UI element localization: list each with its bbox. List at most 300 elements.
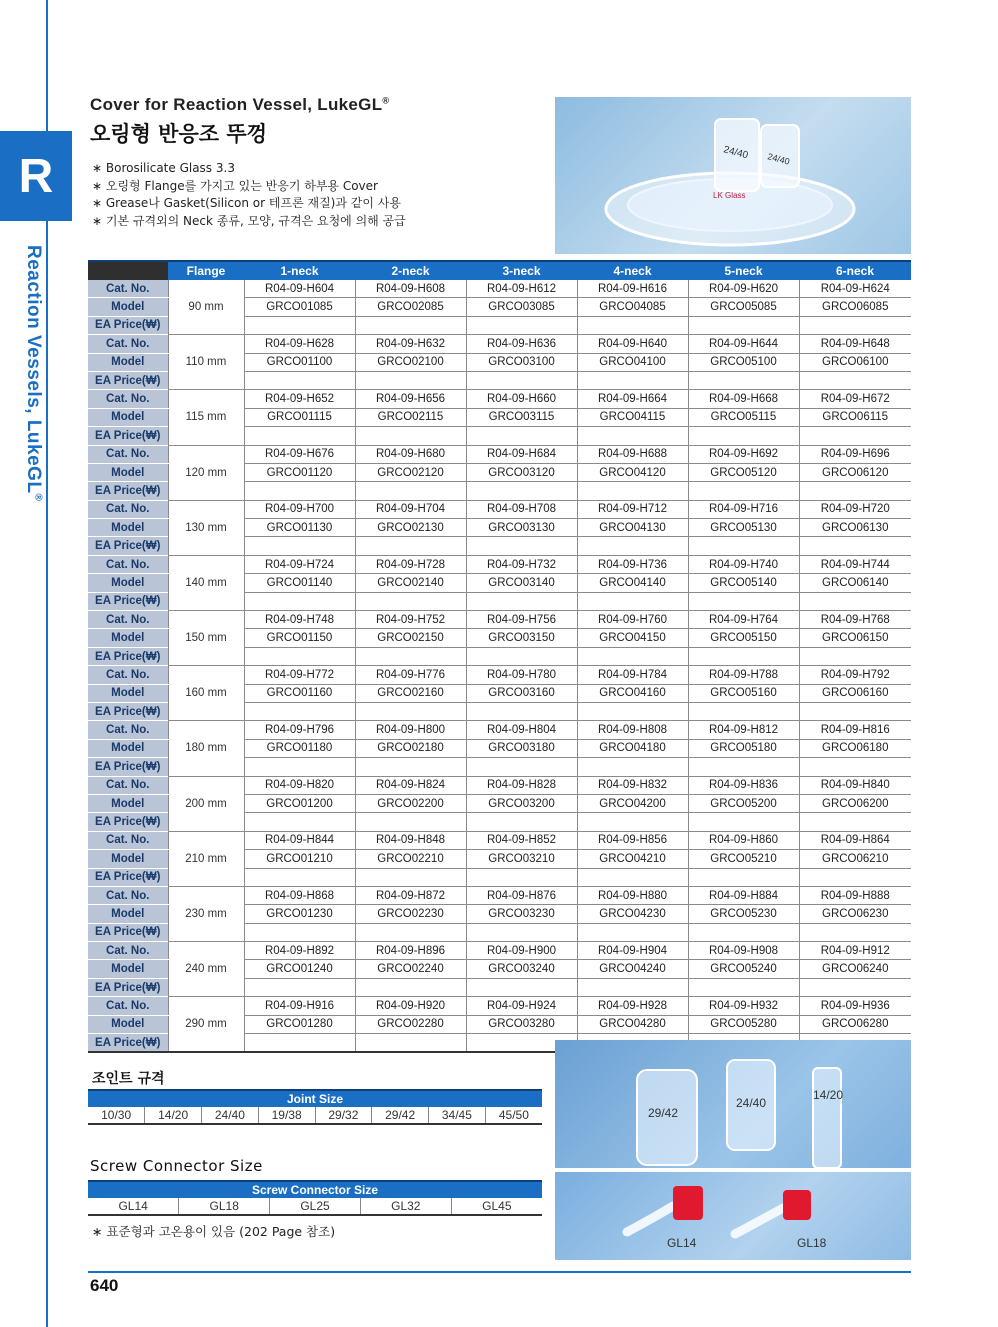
cat-no-cell: R04-09-H712 <box>577 500 688 518</box>
joint-size-cell: 34/45 <box>429 1107 486 1124</box>
table-row <box>88 445 911 463</box>
screw-size-cell: GL45 <box>451 1198 542 1215</box>
cat-no-cell: R04-09-H800 <box>355 721 466 739</box>
cat-no-cell: R04-09-H880 <box>577 886 688 904</box>
cat-no-cell: R04-09-H804 <box>466 721 577 739</box>
model-cell: GRCO04280 <box>577 1015 688 1033</box>
model-cell: GRCO05115 <box>688 408 799 426</box>
row-label-model: Model <box>88 850 168 868</box>
joint-size-cell: 45/50 <box>485 1107 542 1124</box>
model-cell: GRCO01160 <box>244 684 355 702</box>
price-cell <box>244 868 355 886</box>
cat-no-cell: R04-09-H628 <box>244 335 355 353</box>
cat-no-cell: R04-09-H756 <box>466 611 577 629</box>
price-cell <box>466 758 577 776</box>
model-cell: GRCO03150 <box>466 629 577 647</box>
screw-connector-photo <box>555 1172 911 1260</box>
joint-photo-label: 29/42 <box>648 1106 679 1120</box>
price-cell <box>799 537 911 555</box>
model-cell: GRCO01230 <box>244 905 355 923</box>
cat-no-cell: R04-09-H736 <box>577 555 688 573</box>
model-cell: GRCO05085 <box>688 298 799 316</box>
neck-label-small: 24/40 <box>766 151 791 167</box>
price-cell <box>577 978 688 996</box>
row-label-cat: Cat. No. <box>88 390 168 408</box>
flange-cell: 230 mm <box>168 886 244 941</box>
cat-no-cell: R04-09-H760 <box>577 611 688 629</box>
joint-size-cell: 14/20 <box>145 1107 202 1124</box>
price-cell <box>688 813 799 831</box>
cat-no-cell: R04-09-H660 <box>466 390 577 408</box>
row-label-cat: Cat. No. <box>88 942 168 960</box>
footnote: ∗ 표준형과 고온용이 있음 (202 Page 참조) <box>92 1224 336 1239</box>
price-cell <box>244 978 355 996</box>
model-cell: GRCO05240 <box>688 960 799 978</box>
price-cell <box>799 316 911 334</box>
model-cell: GRCO03130 <box>466 519 577 537</box>
price-cell <box>799 371 911 389</box>
cat-no-cell: R04-09-H680 <box>355 445 466 463</box>
model-cell: GRCO01120 <box>244 463 355 481</box>
row-label-price: EA Price(₩) <box>88 702 168 720</box>
cat-no-cell: R04-09-H928 <box>577 997 688 1015</box>
table-row <box>88 335 911 353</box>
cat-no-cell: R04-09-H732 <box>466 555 577 573</box>
cat-no-cell: R04-09-H740 <box>688 555 799 573</box>
cat-no-cell: R04-09-H648 <box>799 335 911 353</box>
model-cell: GRCO02180 <box>355 739 466 757</box>
cat-no-cell: R04-09-H844 <box>244 831 355 849</box>
model-cell: GRCO02240 <box>355 960 466 978</box>
flange-cell: 110 mm <box>168 335 244 390</box>
joint-photo-label: 24/40 <box>736 1096 767 1110</box>
row-label-model: Model <box>88 684 168 702</box>
header-3-neck: 3-neck <box>466 261 577 280</box>
cat-no-cell: R04-09-H724 <box>244 555 355 573</box>
model-cell: GRCO01130 <box>244 519 355 537</box>
price-cell <box>466 702 577 720</box>
price-cell <box>244 1034 355 1053</box>
cat-no-cell: R04-09-H672 <box>799 390 911 408</box>
table-body <box>88 280 911 1052</box>
cat-no-cell: R04-09-H816 <box>799 721 911 739</box>
table-row <box>88 611 911 629</box>
cat-no-cell: R04-09-H840 <box>799 776 911 794</box>
price-cell <box>688 978 799 996</box>
header-flange: Flange <box>168 261 244 280</box>
model-cell: GRCO02160 <box>355 684 466 702</box>
price-cell <box>244 482 355 500</box>
cat-no-cell: R04-09-H644 <box>688 335 799 353</box>
row-label-model: Model <box>88 629 168 647</box>
cat-no-cell: R04-09-H748 <box>244 611 355 629</box>
joint-photo <box>555 1040 911 1168</box>
model-cell: GRCO05100 <box>688 353 799 371</box>
cat-no-cell: R04-09-H828 <box>466 776 577 794</box>
price-cell <box>466 647 577 665</box>
price-cell <box>577 923 688 941</box>
price-cell <box>799 923 911 941</box>
product-photo-cover <box>555 97 911 254</box>
feature-item: ∗ Borosilicate Glass 3.3 <box>92 160 406 178</box>
screw-photo-label: GL18 <box>797 1236 827 1250</box>
price-cell <box>688 371 799 389</box>
joint-size-table <box>88 1089 542 1125</box>
feature-list <box>92 160 406 230</box>
row-label-cat: Cat. No. <box>88 831 168 849</box>
page-number: 640 <box>90 1276 119 1295</box>
price-cell <box>577 482 688 500</box>
model-cell: GRCO03115 <box>466 408 577 426</box>
price-cell <box>244 923 355 941</box>
cat-no-cell: R04-09-H684 <box>466 445 577 463</box>
row-label-price: EA Price(₩) <box>88 868 168 886</box>
model-cell: GRCO05120 <box>688 463 799 481</box>
model-cell: GRCO06240 <box>799 960 911 978</box>
price-cell <box>577 647 688 665</box>
model-cell: GRCO01210 <box>244 850 355 868</box>
price-cell <box>355 371 466 389</box>
cat-no-cell: R04-09-H700 <box>244 500 355 518</box>
cat-no-cell: R04-09-H744 <box>799 555 911 573</box>
price-cell <box>355 482 466 500</box>
model-cell: GRCO04150 <box>577 629 688 647</box>
table-header-row <box>88 261 911 280</box>
screw-size-cell: GL32 <box>360 1198 451 1215</box>
cat-no-cell: R04-09-H616 <box>577 280 688 298</box>
screw-connector-row <box>88 1198 542 1215</box>
price-cell <box>466 923 577 941</box>
model-cell: GRCO01085 <box>244 298 355 316</box>
joint-size-cell: 19/38 <box>258 1107 315 1124</box>
cat-no-cell: R04-09-H612 <box>466 280 577 298</box>
cat-no-cell: R04-09-H904 <box>577 942 688 960</box>
model-cell: GRCO05180 <box>688 739 799 757</box>
price-cell <box>355 647 466 665</box>
row-label-model: Model <box>88 463 168 481</box>
section-tab <box>0 131 72 221</box>
row-label-price: EA Price(₩) <box>88 758 168 776</box>
product-table <box>88 260 911 1053</box>
row-label-price: EA Price(₩) <box>88 923 168 941</box>
cat-no-cell: R04-09-H768 <box>799 611 911 629</box>
model-cell: GRCO01115 <box>244 408 355 426</box>
model-cell: GRCO06280 <box>799 1015 911 1033</box>
flange-cell: 140 mm <box>168 555 244 610</box>
flange-cell: 160 mm <box>168 666 244 721</box>
row-label-cat: Cat. No. <box>88 997 168 1015</box>
model-cell: GRCO06160 <box>799 684 911 702</box>
table-row <box>88 942 911 960</box>
cat-no-cell: R04-09-H812 <box>688 721 799 739</box>
cat-no-cell: R04-09-H720 <box>799 500 911 518</box>
model-cell: GRCO06180 <box>799 739 911 757</box>
price-cell <box>688 647 799 665</box>
price-cell <box>577 758 688 776</box>
cat-no-cell: R04-09-H892 <box>244 942 355 960</box>
model-cell: GRCO06115 <box>799 408 911 426</box>
reaction-cover-illustration <box>555 97 911 254</box>
price-cell <box>355 702 466 720</box>
screw-photo-label: GL14 <box>667 1236 697 1250</box>
model-cell: GRCO04210 <box>577 850 688 868</box>
feature-item: ∗ 오링형 Flange를 가지고 있는 반응기 하부용 Cover <box>92 178 406 196</box>
joint-size-cell: 10/30 <box>88 1107 145 1124</box>
model-cell: GRCO01200 <box>244 794 355 812</box>
cat-no-cell: R04-09-H668 <box>688 390 799 408</box>
flange-cell: 200 mm <box>168 776 244 831</box>
row-label-model: Model <box>88 408 168 426</box>
cat-no-cell: R04-09-H920 <box>355 997 466 1015</box>
row-label-cat: Cat. No. <box>88 886 168 904</box>
price-cell <box>577 813 688 831</box>
price-cell <box>244 592 355 610</box>
cat-no-cell: R04-09-H708 <box>466 500 577 518</box>
model-cell: GRCO01150 <box>244 629 355 647</box>
row-label-price: EA Price(₩) <box>88 647 168 665</box>
cat-no-cell: R04-09-H608 <box>355 280 466 298</box>
model-cell: GRCO04180 <box>577 739 688 757</box>
cat-no-cell: R04-09-H884 <box>688 886 799 904</box>
row-label-cat: Cat. No. <box>88 611 168 629</box>
table-row <box>88 721 911 739</box>
screw-connector-header: Screw Connector Size <box>88 1181 542 1198</box>
model-cell: GRCO06085 <box>799 298 911 316</box>
price-cell <box>799 427 911 445</box>
price-cell <box>577 868 688 886</box>
cat-no-cell: R04-09-H688 <box>577 445 688 463</box>
cat-no-cell: R04-09-H636 <box>466 335 577 353</box>
price-cell <box>688 592 799 610</box>
side-title <box>8 245 48 535</box>
model-cell: GRCO06120 <box>799 463 911 481</box>
model-cell: GRCO02150 <box>355 629 466 647</box>
flange-cell: 210 mm <box>168 831 244 886</box>
row-label-model: Model <box>88 960 168 978</box>
cat-no-cell: R04-09-H868 <box>244 886 355 904</box>
model-cell: GRCO04115 <box>577 408 688 426</box>
screw-size-cell: GL25 <box>270 1198 361 1215</box>
table-row <box>88 280 911 298</box>
model-cell: GRCO05280 <box>688 1015 799 1033</box>
price-cell <box>799 482 911 500</box>
row-label-cat: Cat. No. <box>88 445 168 463</box>
section-tab-letter: R <box>18 149 54 203</box>
row-label-price: EA Price(₩) <box>88 427 168 445</box>
price-cell <box>688 482 799 500</box>
cat-no-cell: R04-09-H696 <box>799 445 911 463</box>
model-cell: GRCO04200 <box>577 794 688 812</box>
price-cell <box>355 813 466 831</box>
joint-size-row <box>88 1107 542 1124</box>
row-label-cat: Cat. No. <box>88 555 168 573</box>
price-cell <box>355 978 466 996</box>
header-6-neck: 6-neck <box>799 261 911 280</box>
row-label-price: EA Price(₩) <box>88 371 168 389</box>
cat-no-cell: R04-09-H716 <box>688 500 799 518</box>
cat-no-cell: R04-09-H776 <box>355 666 466 684</box>
table-row <box>88 997 911 1015</box>
model-cell: GRCO05160 <box>688 684 799 702</box>
page-title-en-text: Cover for Reaction Vessel, LukeGL <box>90 95 383 114</box>
model-cell: GRCO06200 <box>799 794 911 812</box>
model-cell: GRCO03100 <box>466 353 577 371</box>
flange-cell: 180 mm <box>168 721 244 776</box>
cat-no-cell: R04-09-H872 <box>355 886 466 904</box>
cat-no-cell: R04-09-H640 <box>577 335 688 353</box>
model-cell: GRCO06140 <box>799 574 911 592</box>
cat-no-cell: R04-09-H764 <box>688 611 799 629</box>
price-cell <box>799 592 911 610</box>
row-label-price: EA Price(₩) <box>88 1034 168 1053</box>
model-cell: GRCO06210 <box>799 850 911 868</box>
price-cell <box>466 592 577 610</box>
model-cell: GRCO01140 <box>244 574 355 592</box>
price-cell <box>355 758 466 776</box>
price-cell <box>244 537 355 555</box>
cat-no-cell: R04-09-H780 <box>466 666 577 684</box>
price-cell <box>244 427 355 445</box>
row-label-price: EA Price(₩) <box>88 316 168 334</box>
row-label-model: Model <box>88 739 168 757</box>
cat-no-cell: R04-09-H632 <box>355 335 466 353</box>
table-row <box>88 776 911 794</box>
table-row <box>88 500 911 518</box>
price-cell <box>355 316 466 334</box>
side-title-text: Reaction Vessels, LukeGL <box>23 245 44 494</box>
model-cell: GRCO02115 <box>355 408 466 426</box>
cat-no-cell: R04-09-H604 <box>244 280 355 298</box>
model-cell: GRCO03200 <box>466 794 577 812</box>
price-cell <box>244 758 355 776</box>
price-cell <box>244 316 355 334</box>
row-label-cat: Cat. No. <box>88 335 168 353</box>
cat-no-cell: R04-09-H848 <box>355 831 466 849</box>
cat-no-cell: R04-09-H832 <box>577 776 688 794</box>
price-cell <box>577 592 688 610</box>
row-label-cat: Cat. No. <box>88 721 168 739</box>
price-cell <box>688 427 799 445</box>
model-cell: GRCO02085 <box>355 298 466 316</box>
joint-size-cell: 29/42 <box>372 1107 429 1124</box>
table-row <box>88 831 911 849</box>
row-label-cat: Cat. No. <box>88 776 168 794</box>
row-label-price: EA Price(₩) <box>88 482 168 500</box>
feature-item: ∗ Grease나 Gasket(Silicon or 테프론 재질)과 같이 사용 <box>92 195 406 213</box>
cat-no-cell: R04-09-H664 <box>577 390 688 408</box>
row-label-model: Model <box>88 574 168 592</box>
price-cell <box>244 647 355 665</box>
screw-connector-illustration <box>555 1172 911 1260</box>
cat-no-cell: R04-09-H752 <box>355 611 466 629</box>
row-label-price: EA Price(₩) <box>88 592 168 610</box>
header-2-neck: 2-neck <box>355 261 466 280</box>
cat-no-cell: R04-09-H924 <box>466 997 577 1015</box>
price-cell <box>466 482 577 500</box>
model-cell: GRCO05140 <box>688 574 799 592</box>
model-cell: GRCO02280 <box>355 1015 466 1033</box>
joint-photo-label: 14/20 <box>813 1088 844 1102</box>
model-cell: GRCO02130 <box>355 519 466 537</box>
price-cell <box>466 978 577 996</box>
row-label-model: Model <box>88 905 168 923</box>
price-cell <box>466 868 577 886</box>
cat-no-cell: R04-09-H888 <box>799 886 911 904</box>
price-cell <box>355 427 466 445</box>
row-label-model: Model <box>88 794 168 812</box>
row-label-cat: Cat. No. <box>88 500 168 518</box>
screw-connector-table <box>88 1180 542 1216</box>
row-label-price: EA Price(₩) <box>88 813 168 831</box>
cat-no-cell: R04-09-H652 <box>244 390 355 408</box>
model-cell: GRCO04130 <box>577 519 688 537</box>
flange-cell: 120 mm <box>168 445 244 500</box>
cat-no-cell: R04-09-H704 <box>355 500 466 518</box>
model-cell: GRCO02100 <box>355 353 466 371</box>
row-label-model: Model <box>88 519 168 537</box>
model-cell: GRCO06100 <box>799 353 911 371</box>
model-cell: GRCO03160 <box>466 684 577 702</box>
flange-cell: 290 mm <box>168 997 244 1053</box>
model-cell: GRCO01240 <box>244 960 355 978</box>
price-cell <box>466 537 577 555</box>
cat-no-cell: R04-09-H916 <box>244 997 355 1015</box>
cat-no-cell: R04-09-H824 <box>355 776 466 794</box>
row-label-cat: Cat. No. <box>88 666 168 684</box>
row-label-model: Model <box>88 1015 168 1033</box>
table-row <box>88 555 911 573</box>
price-cell <box>688 316 799 334</box>
price-cell <box>577 427 688 445</box>
price-cell <box>688 702 799 720</box>
row-label-cat: Cat. No. <box>88 280 168 298</box>
header-1-neck: 1-neck <box>244 261 355 280</box>
model-cell: GRCO05200 <box>688 794 799 812</box>
price-cell <box>466 813 577 831</box>
side-title-reg: ® <box>32 493 44 502</box>
model-cell: GRCO02140 <box>355 574 466 592</box>
joint-size-header: Joint Size <box>88 1090 542 1107</box>
price-cell <box>466 371 577 389</box>
table-row <box>88 886 911 904</box>
price-cell <box>799 758 911 776</box>
price-cell <box>355 923 466 941</box>
price-cell <box>577 537 688 555</box>
header-label <box>88 261 168 280</box>
price-cell <box>688 923 799 941</box>
cat-no-cell: R04-09-H896 <box>355 942 466 960</box>
price-cell <box>466 427 577 445</box>
price-cell <box>799 813 911 831</box>
price-cell <box>577 371 688 389</box>
cat-no-cell: R04-09-H912 <box>799 942 911 960</box>
model-cell: GRCO05150 <box>688 629 799 647</box>
header-4-neck: 4-neck <box>577 261 688 280</box>
model-cell: GRCO03280 <box>466 1015 577 1033</box>
price-cell <box>799 978 911 996</box>
price-cell <box>577 702 688 720</box>
price-cell <box>355 592 466 610</box>
price-cell <box>799 868 911 886</box>
price-cell <box>688 758 799 776</box>
flange-cell: 115 mm <box>168 390 244 445</box>
model-cell: GRCO03085 <box>466 298 577 316</box>
cat-no-cell: R04-09-H900 <box>466 942 577 960</box>
model-cell: GRCO02200 <box>355 794 466 812</box>
price-cell <box>799 702 911 720</box>
price-cell <box>244 371 355 389</box>
header-5-neck: 5-neck <box>688 261 799 280</box>
